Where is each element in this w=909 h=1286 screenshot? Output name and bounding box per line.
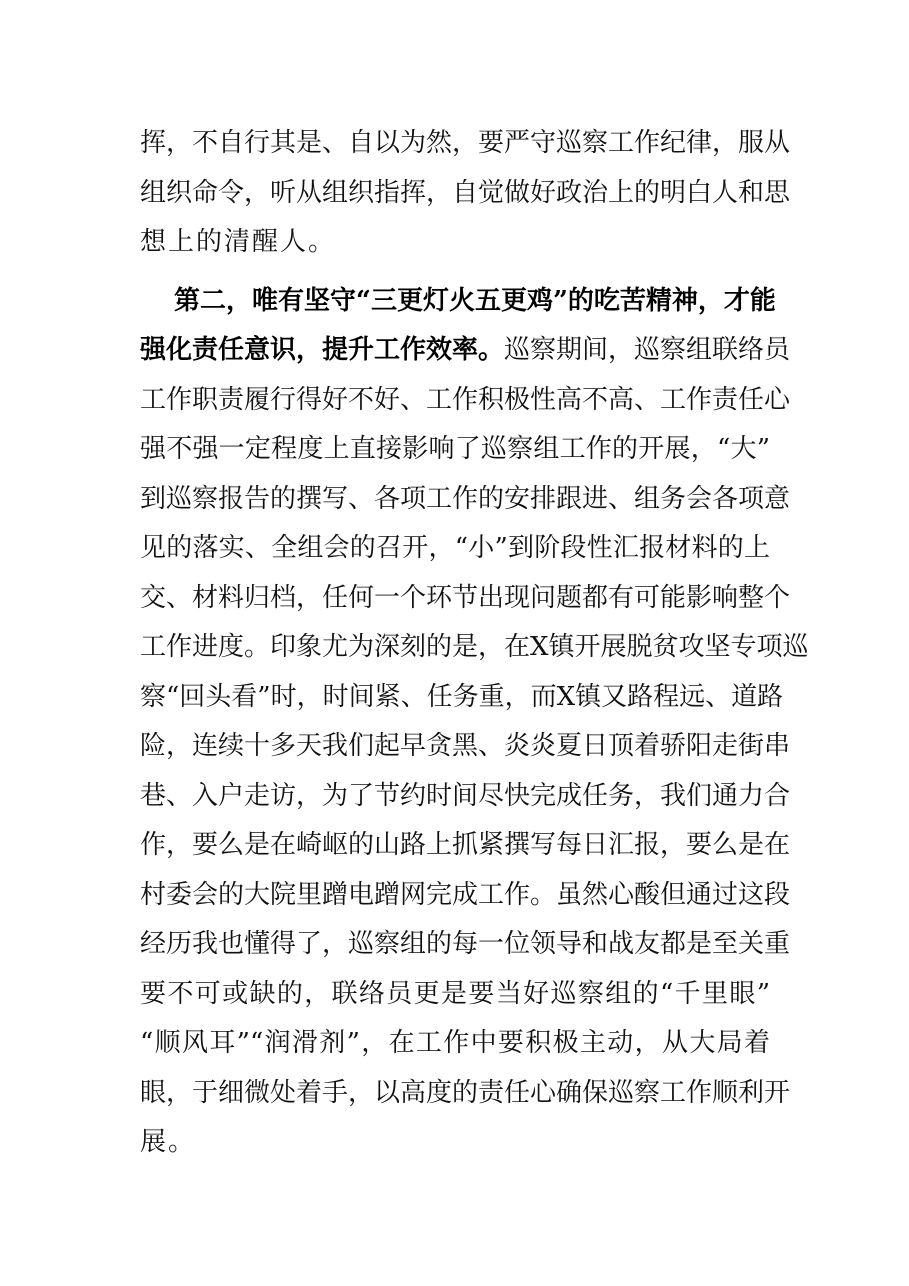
- text-line-13: 险，连续十多天我们起早贪黑、炎炎夏日顶着骄阳走街串: [140, 731, 791, 761]
- text-line-9: 见的落实、全组会的召开，“小”到阶段性汇报材料的上: [140, 533, 770, 563]
- section-heading-line-1: 第二，唯有坚守“三更灯火五更鸡”的吃苦精神，才能: [174, 286, 776, 316]
- text-line-18: 要不可或缺的，联络员更是要当好巡察组的“千里眼”: [140, 979, 770, 1009]
- text-line-11: 工作进度。印象尤为深刻的是，在X镇开展脱贫攻坚专项巡: [140, 632, 809, 662]
- text-line-7: 强不强一定程度上直接影响了巡察组工作的开展，“大”: [140, 434, 770, 464]
- text-line-12: 察“回头看”时，时间紧、任务重，而X镇又路程远、道路: [140, 682, 784, 712]
- text-line-20: 眼，于细微处着手，以高度的责任心确保巡察工作顺利开: [140, 1078, 791, 1108]
- section-heading-line-2: 强化责任意识，提升工作效率。: [140, 335, 505, 365]
- text-line-10: 交、材料归档，任何一个环节出现问题都有可能影响整个: [140, 583, 791, 613]
- text-line-15: 作，要么是在崎岖的山路上抓紧撰写每日汇报，要么是在: [140, 830, 791, 860]
- text-line-5-body: 巡察期间，巡察组联络员: [504, 335, 791, 365]
- text-line-14: 巷、入户走访，为了节约时间尽快完成任务，我们通力合: [140, 781, 791, 811]
- text-line-21: 展。: [140, 1127, 197, 1157]
- text-line-3: 想上的清醒人。: [140, 227, 337, 257]
- text-line-6: 工作职责履行得好不好、工作积极性高不高、工作责任心: [140, 385, 791, 415]
- text-line-2: 组织命令，听从组织指挥，自觉做好政治上的明白人和思: [140, 178, 791, 208]
- text-line-1: 挥，不自行其是、自以为然，要严守巡察工作纪律，服从: [140, 128, 791, 158]
- text-line-19: “顺风耳”“润滑剂”，在工作中要积极主动，从大局着: [140, 1028, 770, 1058]
- text-line-5: [140, 335, 791, 365]
- text-line-16: 村委会的大院里蹭电蹭网完成工作。虽然心酸但通过这段: [140, 880, 791, 910]
- text-line-17: 经历我也懂得了，巡察组的每一位领导和战友都是至关重: [140, 929, 791, 959]
- text-line-8: 到巡察报告的撰写、各项工作的安排跟进、组务会各项意: [140, 484, 791, 514]
